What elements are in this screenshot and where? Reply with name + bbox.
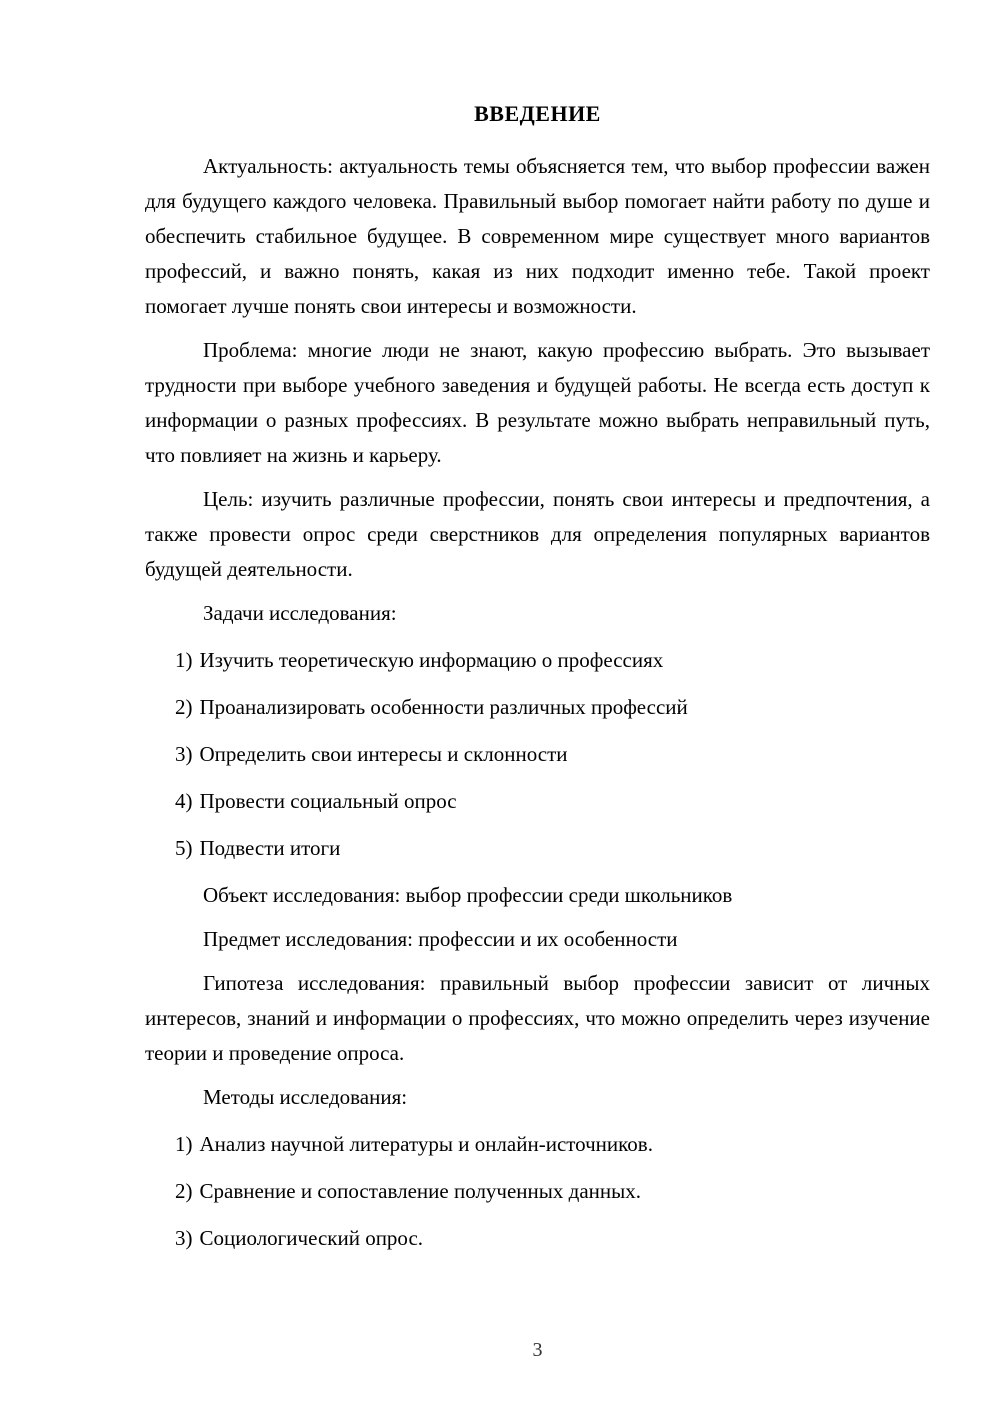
list-item	[175, 1221, 930, 1256]
list-item	[175, 831, 930, 866]
list-item-number: 5)	[175, 836, 193, 860]
paragraph-obekt: Объект исследования: выбор профессии среди школьников	[203, 883, 733, 907]
paragraph-predmet: Предмет исследования: профессии и их особенности	[203, 927, 678, 951]
methods-list	[145, 1127, 930, 1256]
list-item	[175, 1127, 930, 1162]
paragraph-gipoteza: Гипотеза исследования: правильный выбор профессии зависит от личных интересов, знаний и информации о профессиях, что можно определить через изучение теории и проведение опроса.	[145, 971, 930, 1065]
heading-metody: Методы исследования:	[203, 1085, 408, 1109]
list-item-number: 1)	[175, 648, 193, 672]
list-item-text: Определить свои интересы и склонности	[199, 742, 568, 766]
list-item-text: Сравнение и сопоставление полученных данных.	[199, 1179, 641, 1203]
paragraph-problema: Проблема: многие люди не знают, какую профессию выбрать. Это вызывает трудности при выборе учебного заведения и будущей работы. Не всегда есть доступ к информации о разных профессиях. В результате можно выбрать неправильный путь, что повлияет на жизнь и карьеру.	[145, 338, 930, 467]
paragraph-aktualnost: Актуальность: актуальность темы объясняется тем, что выбор профессии важен для будущего каждого человека. Правильный выбор помогает найти работу по душе и обеспечить стабильное будущее. В современном мире существует много вариантов профессий, и важно понять, какая из них подходит именно тебе. Такой проект помогает лучше понять свои интересы и возможности.	[145, 154, 930, 318]
paragraph-tsel: Цель: изучить различные профессии, понять свои интересы и предпочтения, а также провести опрос среди сверстников для определения популярных вариантов будущей деятельности.	[145, 487, 930, 581]
list-item-number: 2)	[175, 1179, 193, 1203]
tasks-list	[145, 643, 930, 866]
list-item-number: 3)	[175, 742, 193, 766]
page-number: 3	[532, 1339, 543, 1361]
list-item	[175, 690, 930, 725]
list-item-text: Проанализировать особенности различных профессий	[199, 695, 688, 719]
list-item-number: 2)	[175, 695, 193, 719]
list-item	[175, 784, 930, 819]
list-item-number: 3)	[175, 1226, 193, 1250]
list-item	[175, 1174, 930, 1209]
document-content	[145, 96, 930, 1268]
list-item-text: Анализ научной литературы и онлайн-источников.	[199, 1132, 653, 1156]
heading-zadachi: Задачи исследования:	[203, 601, 397, 625]
list-item-text: Провести социальный опрос	[199, 789, 457, 813]
list-item	[175, 737, 930, 772]
list-item-text: Изучить теоретическую информацию о профессиях	[199, 648, 664, 672]
list-item-text: Подвести итоги	[199, 836, 341, 860]
list-item-number: 1)	[175, 1132, 193, 1156]
page-title: ВВЕДЕНИЕ	[474, 101, 601, 126]
list-item-number: 4)	[175, 789, 193, 813]
list-item	[175, 643, 930, 678]
list-item-text: Социологический опрос.	[199, 1226, 424, 1250]
